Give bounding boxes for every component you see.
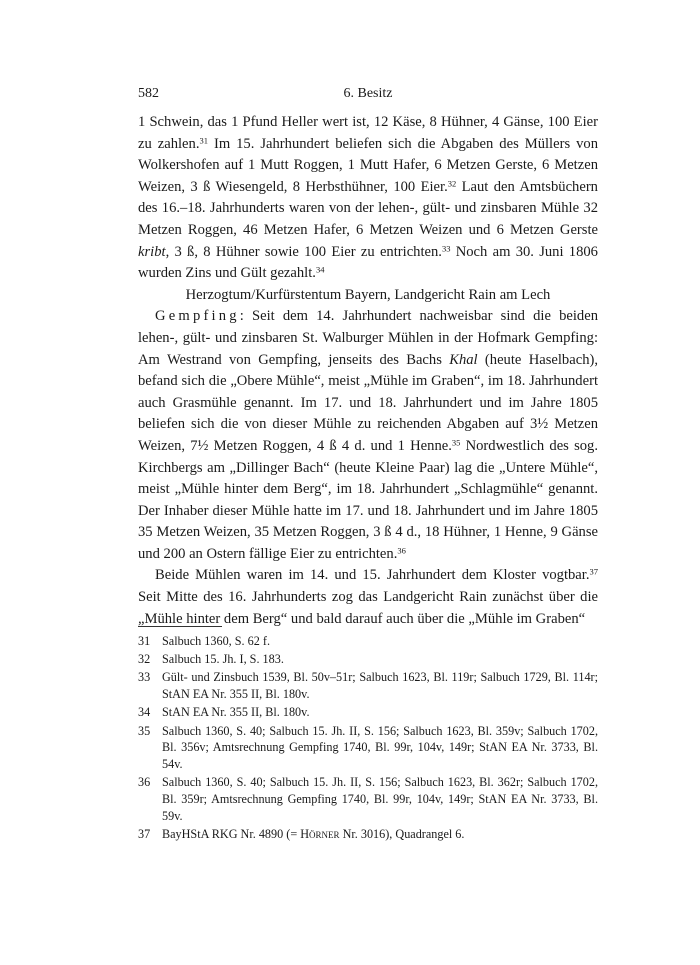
footnote-text: Salbuch 1360, S. 62 f.: [162, 634, 270, 648]
footnote-text: StAN EA Nr. 355 II, Bl. 180v.: [162, 705, 310, 720]
footnote-number: 33: [138, 670, 151, 685]
footnote-text: Salbuch 1360, S. 40; Salbuch 15. Jh. II, S. 156; Salbuch 1623, Bl. 362r; Salbuch 1702, Bl. 359r; Amtsrechnung Gempfing 1740, Bl. 99r, 104v, 149r; StAN EA Nr. 3733, Bl. 59v.: [162, 775, 598, 823]
footnotes: [138, 633, 598, 844]
paragraph-2: [138, 306, 598, 565]
footnote-ref-36[interactable]: 36: [397, 545, 406, 556]
footnote-number: 34: [138, 705, 151, 720]
footnote: [138, 723, 598, 773]
text-run: : Seit dem 14. Jahrhundert nachweisbar sind die beiden lehen-, gült- und zinsbaren St. Walburger Mühlen in der Hofmark Gempfing: Am Westrand von Gempfing, jenseits des Bachs: [138, 308, 598, 368]
place-name: Gempfing: [155, 308, 240, 325]
text-run: Im 15. Jahrhundert beliefen sich die Abgaben des Müllers von Wolkershofen auf 1 Mutt Roggen, 1 Mutt Hafer, 6 Metzen Gerste, 6 Metzen Weizen, 3 ß Wiesengeld, 8 Herbsthühner, 100 Eier.: [138, 135, 598, 195]
footnote: [138, 826, 598, 843]
footnote-divider: [138, 626, 222, 627]
footnote-text: Salbuch 15. Jh. I, S. 183.: [162, 652, 284, 667]
footnote-ref-32[interactable]: 32: [447, 178, 457, 189]
footnote: [138, 651, 598, 668]
text-run: Nr. 3016), Quadrangel 6.: [339, 827, 465, 842]
text-run: Seit Mitte des 16. Jahrhunderts zog das Landgericht Rain zunächst über die „Mühle hinter dem Berg“ und bald darauf auch über die „Mühle im Graben“: [138, 589, 598, 627]
text-run: 1 Schwein, das 1 Pfund Heller wert ist, 12 Käse, 8 Hühner, 4 Gänse, 100 Eier zu zahlen.: [138, 114, 598, 152]
footnote-ref-35[interactable]: 35: [451, 437, 461, 448]
text-run: , 3 ß, 8 Hühner sowie 100 Eier zu entrichten.: [165, 243, 442, 260]
footnote-number: 31: [138, 634, 151, 648]
footnote-ref-33[interactable]: 33: [441, 242, 451, 253]
footnote: [138, 669, 598, 703]
footnote-number: 36: [138, 775, 151, 790]
footnote-ref-31[interactable]: 31: [199, 134, 208, 145]
text-run: (heute Haselbach), befand sich die „Obere Mühle“, meist „Mühle im Graben“, im 18. Jahrhundert auch Grasmühle genannt. Im 17. und 18. Jahrhundert und im Jahre 1805 beliefen sich die von dieser Mühle zu reichenden Abgaben auf 3½ Metzen Weizen, 7½ Metzen Roggen, 4 ß 4 d. und 1 Henne.: [138, 351, 598, 454]
italic-term: Khal: [449, 351, 478, 368]
paragraph-3: [138, 565, 598, 630]
footnote: [138, 774, 598, 824]
footnote-ref-37[interactable]: 37: [589, 566, 598, 577]
main-text: [138, 112, 598, 630]
footnote-number: 32: [138, 652, 151, 667]
footnote: [138, 704, 598, 721]
footnote-ref-34[interactable]: 34: [315, 264, 325, 275]
running-title: 6. Besitz: [343, 86, 393, 101]
text-run: BayHStA RKG Nr. 4890 (=: [162, 827, 301, 842]
footnote-number: 37: [138, 827, 151, 842]
text-run: Beide Mühlen waren im 14. und 15. Jahrhundert dem Kloster vogtbar.: [155, 567, 590, 584]
section-heading: Herzogtum/Kurfürstentum Bayern, Landgericht Rain am Lech: [185, 286, 551, 303]
footnote-number: 35: [138, 723, 151, 738]
italic-term: kribt: [138, 243, 166, 260]
footnote-text: Salbuch 1360, S. 40; Salbuch 15. Jh. II, S. 156; Salbuch 1623, Bl. 359v; Salbuch 1702, Bl. 356v; Amtsrechnung Gempfing 1740, Bl. 99r, 104v, 149r; StAN EA Nr. 3733, Bl. 54v.: [162, 723, 598, 772]
text-run: Noch am 30. Juni 1806 wurden Zins und Gült gezahlt.: [138, 243, 598, 282]
footnote-text: [162, 826, 598, 843]
page-header: [138, 86, 598, 106]
footnote-text: Gült- und Zinsbuch 1539, Bl. 50v–51r; Salbuch 1623, Bl. 119r; Salbuch 1729, Bl. 114r; StAN EA Nr. 355 II, Bl. 180v.: [162, 670, 598, 702]
author-name: Hörner: [300, 827, 340, 842]
text-run: Laut den Amtsbüchern des 16.–18. Jahrhunderts waren von der lehen-, gült- und zinsbaren Mühle 32 Metzen Roggen, 46 Metzen Hafer, 6 Metzen Weizen und 6 Metzen Gerste: [138, 178, 598, 238]
page-number: 582: [138, 86, 159, 101]
footnote: [138, 633, 598, 650]
paragraph-1: [138, 112, 598, 285]
text-run: Nordwestlich des sog. Kirchbergs am „Dillinger Bach“ (heute Kleine Paar) lag die „Untere Mühle“, meist „Mühle hinter dem Berg“, im 18. Jahrhundert „Schlagmühle“ genannt. Der Inhaber dieser Mühle hatte im 17. und 18. Jahrhundert und im Jahre 1805 35 Metzen Weizen, 35 Metzen Roggen, 3 ß 4 d., 18 Hühner, 1 Henne, 9 Gänse und 200 an Ostern fällige Eier zu entrichten.: [138, 437, 598, 562]
